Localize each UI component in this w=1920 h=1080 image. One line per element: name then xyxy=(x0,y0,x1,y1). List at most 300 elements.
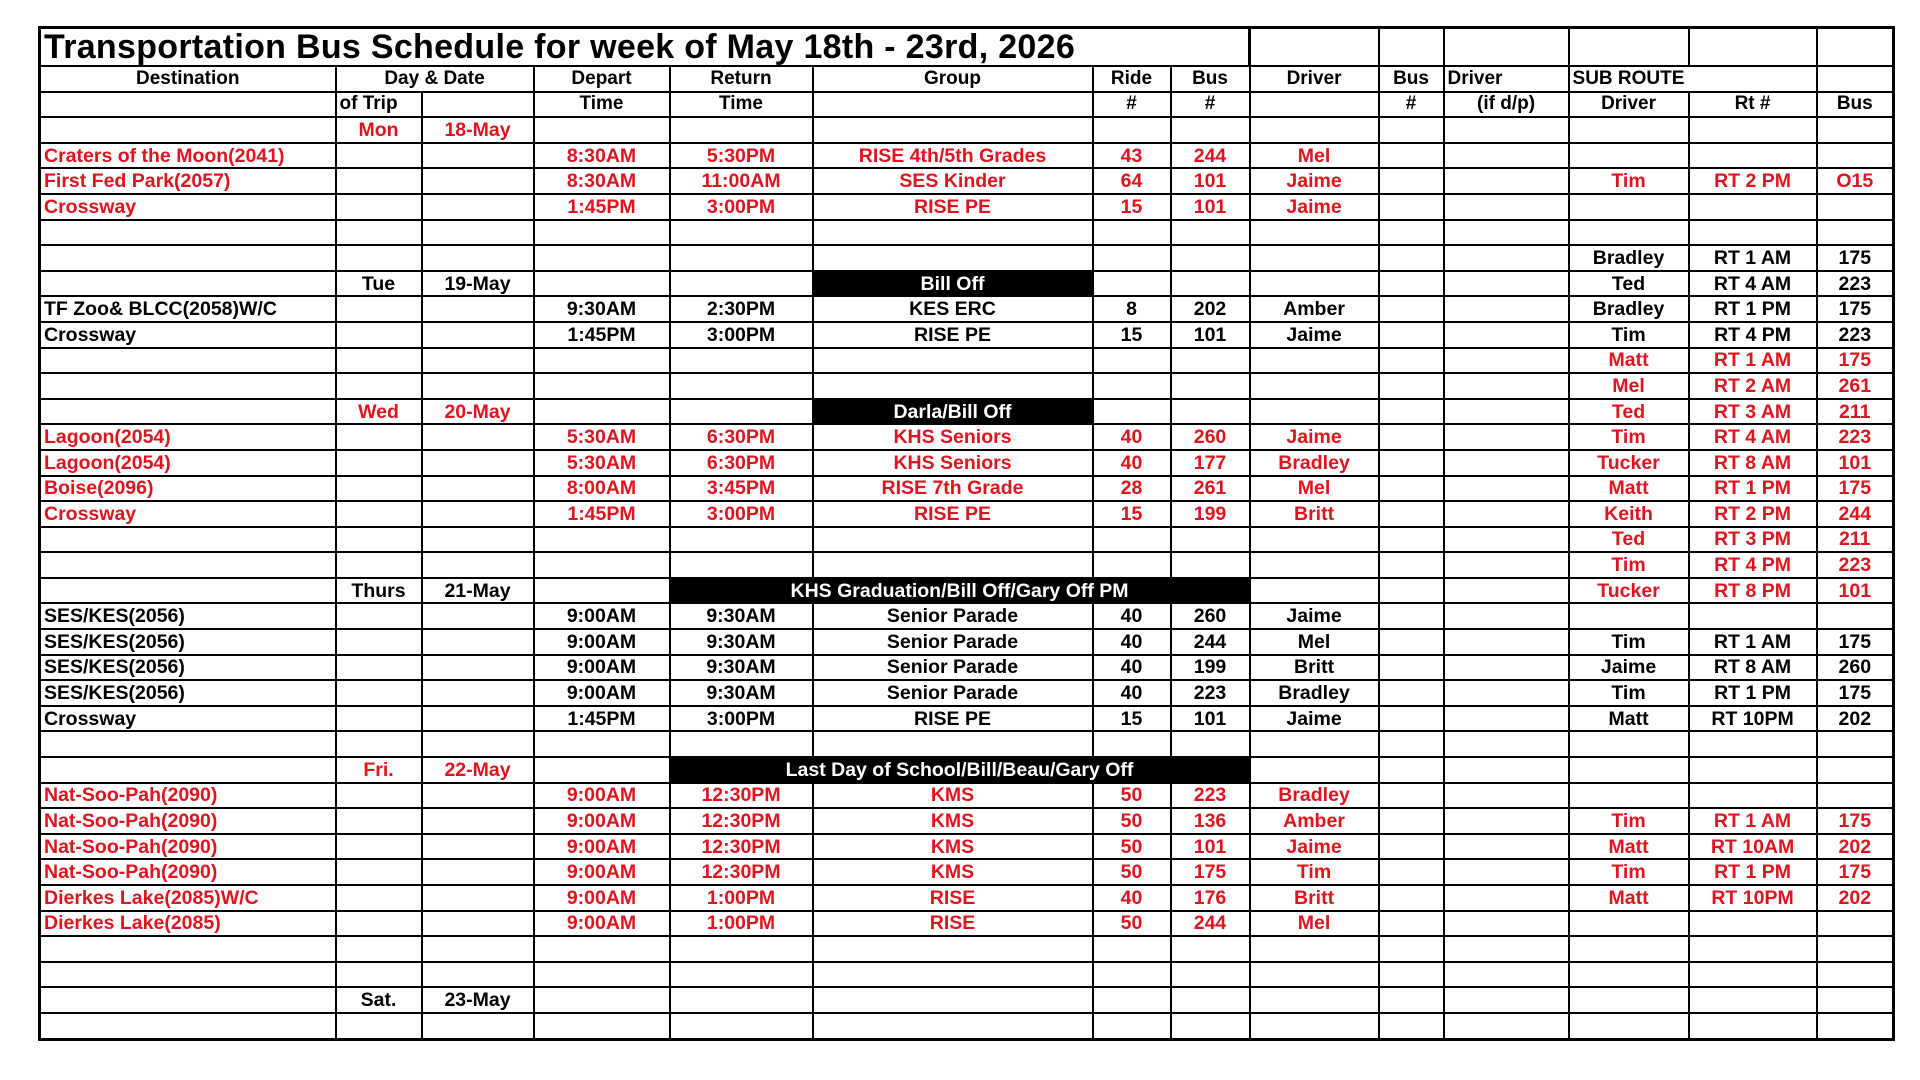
table-row xyxy=(40,296,1894,322)
destination-cell xyxy=(40,348,336,374)
driver-cell: Britt xyxy=(1250,501,1379,527)
group-cell: RISE xyxy=(813,885,1093,911)
sub-bus-cell xyxy=(1817,117,1894,143)
table-row xyxy=(40,783,1894,809)
alt-bus-cell xyxy=(1379,808,1444,834)
alt-bus-cell xyxy=(1379,629,1444,655)
day-cell xyxy=(336,962,422,988)
day-cell xyxy=(336,936,422,962)
depart-cell xyxy=(534,373,670,399)
bus-cell xyxy=(1171,936,1250,962)
driver-cell: Mel xyxy=(1250,629,1379,655)
group-cell: RISE 7th Grade xyxy=(813,476,1093,502)
bus-cell xyxy=(1171,373,1250,399)
alt-bus-cell xyxy=(1379,680,1444,706)
return-cell xyxy=(670,348,813,374)
group-cell: KES ERC xyxy=(813,296,1093,322)
alt-driver-cell xyxy=(1444,322,1569,348)
date-cell xyxy=(422,680,534,706)
bus-cell xyxy=(1171,117,1250,143)
return-cell: 3:00PM xyxy=(670,194,813,220)
bus-cell: 101 xyxy=(1171,834,1250,860)
date-cell xyxy=(422,1013,534,1039)
sub-route-cell xyxy=(1689,117,1817,143)
sub-bus-cell: 101 xyxy=(1817,450,1894,476)
bus-cell: 101 xyxy=(1171,706,1250,732)
header-blank xyxy=(813,92,1093,118)
driver-cell: Britt xyxy=(1250,655,1379,681)
table-row xyxy=(40,527,1894,553)
alt-bus-cell xyxy=(1379,911,1444,937)
return-cell: 9:30AM xyxy=(670,603,813,629)
sub-route-cell: RT 4 PM xyxy=(1689,552,1817,578)
group-cell: RISE xyxy=(813,911,1093,937)
sub-route-cell: RT 10PM xyxy=(1689,706,1817,732)
return-cell: 2:30PM xyxy=(670,296,813,322)
date-cell xyxy=(422,655,534,681)
sub-route-cell xyxy=(1689,603,1817,629)
bus-cell: 223 xyxy=(1171,783,1250,809)
destination-cell xyxy=(40,936,336,962)
sub-bus-cell: 223 xyxy=(1817,322,1894,348)
driver-cell xyxy=(1250,552,1379,578)
sub-driver-cell: Bradley xyxy=(1569,245,1689,271)
header-ride: Ride xyxy=(1093,66,1171,92)
day-cell xyxy=(336,348,422,374)
sub-bus-cell xyxy=(1817,911,1894,937)
alt-bus-cell xyxy=(1379,143,1444,169)
destination-cell: SES/KES(2056) xyxy=(40,603,336,629)
depart-cell xyxy=(534,552,670,578)
return-cell xyxy=(670,245,813,271)
ride-cell xyxy=(1093,399,1171,425)
date-cell xyxy=(422,552,534,578)
sub-route-cell: RT 1 PM xyxy=(1689,476,1817,502)
alt-driver-cell xyxy=(1444,578,1569,604)
sub-driver-cell xyxy=(1569,731,1689,757)
return-cell xyxy=(670,220,813,246)
bus-cell: 101 xyxy=(1171,194,1250,220)
group-cell: KHS Seniors xyxy=(813,450,1093,476)
ride-cell: 28 xyxy=(1093,476,1171,502)
depart-cell xyxy=(534,220,670,246)
table-row xyxy=(40,731,1894,757)
header-group: Group xyxy=(813,66,1093,92)
driver-cell xyxy=(1250,1013,1379,1039)
day-cell: Mon xyxy=(336,117,422,143)
destination-cell: Nat-Soo-Pah(2090) xyxy=(40,808,336,834)
ride-cell: 50 xyxy=(1093,859,1171,885)
driver-cell xyxy=(1250,373,1379,399)
day-cell xyxy=(336,706,422,732)
bus-cell xyxy=(1171,552,1250,578)
bus-cell: 260 xyxy=(1171,603,1250,629)
blank-cell xyxy=(534,578,670,604)
alt-driver-cell xyxy=(1444,296,1569,322)
table-row xyxy=(40,885,1894,911)
group-cell xyxy=(813,117,1093,143)
alt-driver-cell xyxy=(1444,680,1569,706)
bus-cell: 175 xyxy=(1171,859,1250,885)
depart-cell: 9:00AM xyxy=(534,783,670,809)
return-cell: 12:30PM xyxy=(670,834,813,860)
alt-driver-cell xyxy=(1444,245,1569,271)
depart-cell: 9:00AM xyxy=(534,603,670,629)
driver-cell xyxy=(1250,987,1379,1013)
day-notice-bar: Last Day of School/Bill/Beau/Gary Off xyxy=(670,757,1250,783)
sub-route-cell: RT 1 AM xyxy=(1689,629,1817,655)
depart-cell: 9:00AM xyxy=(534,808,670,834)
day-notice-bar: KHS Graduation/Bill Off/Gary Off PM xyxy=(670,578,1250,604)
sub-bus-cell: 260 xyxy=(1817,655,1894,681)
alt-bus-cell xyxy=(1379,194,1444,220)
alt-driver-cell xyxy=(1444,987,1569,1013)
sub-route-cell: RT 10AM xyxy=(1689,834,1817,860)
destination-cell: Lagoon(2054) xyxy=(40,450,336,476)
sub-driver-cell xyxy=(1569,603,1689,629)
destination-cell: Crossway xyxy=(40,194,336,220)
date-cell xyxy=(422,731,534,757)
group-cell: KHS Seniors xyxy=(813,424,1093,450)
driver-cell xyxy=(1250,399,1379,425)
return-cell xyxy=(670,987,813,1013)
group-cell xyxy=(813,220,1093,246)
ride-cell: 50 xyxy=(1093,834,1171,860)
group-cell xyxy=(813,731,1093,757)
sub-driver-cell xyxy=(1569,143,1689,169)
depart-cell: 1:45PM xyxy=(534,706,670,732)
sub-route-cell xyxy=(1689,194,1817,220)
date-cell xyxy=(422,424,534,450)
destination-cell xyxy=(40,271,336,297)
table-row xyxy=(40,424,1894,450)
sub-route-cell xyxy=(1689,143,1817,169)
alt-driver-cell xyxy=(1444,706,1569,732)
date-cell xyxy=(422,296,534,322)
day-cell xyxy=(336,168,422,194)
sub-bus-cell xyxy=(1817,143,1894,169)
sub-bus-cell: 244 xyxy=(1817,501,1894,527)
depart-cell xyxy=(534,245,670,271)
destination-cell xyxy=(40,578,336,604)
header-sub-route: SUB ROUTE xyxy=(1569,66,1817,92)
alt-driver-cell xyxy=(1444,859,1569,885)
alt-bus-cell xyxy=(1379,245,1444,271)
return-cell xyxy=(670,1013,813,1039)
ride-cell xyxy=(1093,220,1171,246)
bus-cell: 244 xyxy=(1171,629,1250,655)
title-blank-cell xyxy=(1444,28,1569,67)
group-cell xyxy=(813,962,1093,988)
alt-bus-cell xyxy=(1379,936,1444,962)
driver-cell xyxy=(1250,348,1379,374)
sub-driver-cell: Tim xyxy=(1569,168,1689,194)
driver-cell: Amber xyxy=(1250,808,1379,834)
sub-driver-cell: Tim xyxy=(1569,808,1689,834)
sub-route-cell xyxy=(1689,936,1817,962)
destination-cell: Boise(2096) xyxy=(40,476,336,502)
driver-cell: Jaime xyxy=(1250,706,1379,732)
header-row-2 xyxy=(40,92,1894,118)
bus-cell: 223 xyxy=(1171,680,1250,706)
ride-cell: 50 xyxy=(1093,808,1171,834)
sub-route-cell: RT 8 AM xyxy=(1689,655,1817,681)
driver-cell xyxy=(1250,962,1379,988)
alt-bus-cell xyxy=(1379,783,1444,809)
ride-cell xyxy=(1093,1013,1171,1039)
table-row xyxy=(40,143,1894,169)
sub-route-cell: RT 10PM xyxy=(1689,885,1817,911)
sub-driver-cell: Tim xyxy=(1569,629,1689,655)
sub-driver-cell xyxy=(1569,220,1689,246)
day-cell xyxy=(336,731,422,757)
date-cell xyxy=(422,501,534,527)
group-cell: Senior Parade xyxy=(813,655,1093,681)
sub-driver-cell: Matt xyxy=(1569,476,1689,502)
sub-driver-cell: Matt xyxy=(1569,834,1689,860)
date-cell: 19-May xyxy=(422,271,534,297)
header-bus-number-2: # xyxy=(1379,92,1444,118)
table-row xyxy=(40,348,1894,374)
alt-driver-cell xyxy=(1444,808,1569,834)
ride-cell xyxy=(1093,987,1171,1013)
return-cell: 12:30PM xyxy=(670,859,813,885)
table-row xyxy=(40,194,1894,220)
date-cell xyxy=(422,885,534,911)
return-cell: 3:00PM xyxy=(670,501,813,527)
ride-cell xyxy=(1093,117,1171,143)
alt-bus-cell xyxy=(1379,552,1444,578)
table-row xyxy=(40,911,1894,937)
group-cell: RISE PE xyxy=(813,706,1093,732)
driver-cell xyxy=(1250,117,1379,143)
day-cell xyxy=(336,322,422,348)
title-row xyxy=(40,28,1894,67)
sub-bus-cell xyxy=(1817,194,1894,220)
sub-driver-cell xyxy=(1569,962,1689,988)
alt-driver-cell xyxy=(1444,348,1569,374)
sub-route-cell: RT 8 PM xyxy=(1689,578,1817,604)
sub-bus-cell: 223 xyxy=(1817,271,1894,297)
depart-cell: 5:30AM xyxy=(534,450,670,476)
depart-cell xyxy=(534,117,670,143)
destination-cell xyxy=(40,757,336,783)
alt-driver-cell xyxy=(1444,373,1569,399)
destination-cell xyxy=(40,220,336,246)
day-cell xyxy=(336,629,422,655)
sub-driver-cell xyxy=(1569,1013,1689,1039)
ride-cell xyxy=(1093,271,1171,297)
title-blank-cell xyxy=(1817,28,1894,67)
table-row xyxy=(40,501,1894,527)
sub-bus-cell xyxy=(1817,987,1894,1013)
driver-cell: Jaime xyxy=(1250,424,1379,450)
group-cell xyxy=(813,936,1093,962)
depart-cell xyxy=(534,731,670,757)
header-row-1 xyxy=(40,66,1894,92)
date-cell: 18-May xyxy=(422,117,534,143)
sub-driver-cell xyxy=(1569,911,1689,937)
header-ride-number: # xyxy=(1093,92,1171,118)
ride-cell: 15 xyxy=(1093,501,1171,527)
depart-cell: 9:00AM xyxy=(534,629,670,655)
group-cell: KMS xyxy=(813,834,1093,860)
group-cell xyxy=(813,348,1093,374)
sub-bus-cell xyxy=(1817,603,1894,629)
alt-driver-cell xyxy=(1444,476,1569,502)
sub-driver-cell: Tim xyxy=(1569,552,1689,578)
depart-cell: 9:00AM xyxy=(534,859,670,885)
table-row xyxy=(40,220,1894,246)
sub-driver-cell: Ted xyxy=(1569,527,1689,553)
depart-cell: 9:00AM xyxy=(534,885,670,911)
group-cell: RISE PE xyxy=(813,194,1093,220)
bus-cell xyxy=(1171,527,1250,553)
alt-driver-cell xyxy=(1444,936,1569,962)
return-cell: 6:30PM xyxy=(670,424,813,450)
alt-bus-cell xyxy=(1379,450,1444,476)
driver-cell: Jaime xyxy=(1250,603,1379,629)
sub-bus-cell: 175 xyxy=(1817,859,1894,885)
group-cell: KMS xyxy=(813,859,1093,885)
day-cell xyxy=(336,501,422,527)
depart-cell: 9:00AM xyxy=(534,680,670,706)
return-cell: 9:30AM xyxy=(670,680,813,706)
depart-cell xyxy=(534,962,670,988)
table-row xyxy=(40,168,1894,194)
alt-bus-cell xyxy=(1379,322,1444,348)
sub-route-cell xyxy=(1689,757,1817,783)
day-cell xyxy=(336,808,422,834)
driver-cell: Jaime xyxy=(1250,168,1379,194)
sub-route-cell: RT 3 PM xyxy=(1689,527,1817,553)
date-cell xyxy=(422,783,534,809)
table-row xyxy=(40,322,1894,348)
alt-driver-cell xyxy=(1444,220,1569,246)
header-bus-number: # xyxy=(1171,92,1250,118)
group-cell: Senior Parade xyxy=(813,603,1093,629)
sub-bus-cell: 223 xyxy=(1817,552,1894,578)
destination-cell xyxy=(40,527,336,553)
day-cell: Tue xyxy=(336,271,422,297)
group-cell xyxy=(813,987,1093,1013)
header-of-trip: of Trip xyxy=(336,92,422,118)
depart-cell: 1:45PM xyxy=(534,194,670,220)
sub-driver-cell: Keith xyxy=(1569,501,1689,527)
return-cell: 9:30AM xyxy=(670,655,813,681)
sub-bus-cell: 101 xyxy=(1817,578,1894,604)
bus-cell: 244 xyxy=(1171,143,1250,169)
bus-cell: 202 xyxy=(1171,296,1250,322)
sub-driver-cell: Matt xyxy=(1569,885,1689,911)
depart-cell xyxy=(534,527,670,553)
sub-driver-cell: Jaime xyxy=(1569,655,1689,681)
table-row xyxy=(40,1013,1894,1039)
header-bus: Bus xyxy=(1171,66,1250,92)
date-cell xyxy=(422,706,534,732)
sub-driver-cell xyxy=(1569,783,1689,809)
ride-cell xyxy=(1093,245,1171,271)
day-cell xyxy=(336,424,422,450)
sub-driver-cell: Tim xyxy=(1569,859,1689,885)
alt-bus-cell xyxy=(1379,859,1444,885)
destination-cell: Dierkes Lake(2085)W/C xyxy=(40,885,336,911)
ride-cell xyxy=(1093,373,1171,399)
group-cell xyxy=(813,552,1093,578)
group-cell: RISE PE xyxy=(813,322,1093,348)
alt-driver-cell xyxy=(1444,834,1569,860)
alt-driver-cell xyxy=(1444,655,1569,681)
alt-driver-cell xyxy=(1444,527,1569,553)
day-cell xyxy=(336,450,422,476)
sub-bus-cell xyxy=(1817,220,1894,246)
driver-cell: Mel xyxy=(1250,143,1379,169)
table-row xyxy=(40,629,1894,655)
driver-cell: Jaime xyxy=(1250,834,1379,860)
depart-cell: 9:30AM xyxy=(534,296,670,322)
day-cell: Thurs xyxy=(336,578,422,604)
header-blank xyxy=(1250,92,1379,118)
sub-bus-cell: 175 xyxy=(1817,808,1894,834)
bus-cell: 199 xyxy=(1171,501,1250,527)
ride-cell: 40 xyxy=(1093,603,1171,629)
table-row xyxy=(40,859,1894,885)
sub-route-cell: RT 1 AM xyxy=(1689,808,1817,834)
alt-driver-cell xyxy=(1444,194,1569,220)
destination-cell: Craters of the Moon(2041) xyxy=(40,143,336,169)
destination-cell xyxy=(40,373,336,399)
destination-cell xyxy=(40,962,336,988)
bus-cell: 260 xyxy=(1171,424,1250,450)
ride-cell: 40 xyxy=(1093,450,1171,476)
alt-driver-cell xyxy=(1444,143,1569,169)
driver-cell: Bradley xyxy=(1250,680,1379,706)
date-cell xyxy=(422,629,534,655)
destination-cell: Nat-Soo-Pah(2090) xyxy=(40,859,336,885)
date-cell xyxy=(422,194,534,220)
alt-bus-cell xyxy=(1379,168,1444,194)
header-depart-time: Time xyxy=(534,92,670,118)
group-cell xyxy=(813,245,1093,271)
destination-cell: First Fed Park(2057) xyxy=(40,168,336,194)
alt-driver-cell xyxy=(1444,399,1569,425)
alt-driver-cell xyxy=(1444,552,1569,578)
return-cell xyxy=(670,552,813,578)
sub-bus-cell xyxy=(1817,936,1894,962)
sub-bus-cell: 175 xyxy=(1817,476,1894,502)
sub-bus-cell: 202 xyxy=(1817,885,1894,911)
sub-bus-cell: O15 xyxy=(1817,168,1894,194)
alt-driver-cell xyxy=(1444,168,1569,194)
alt-bus-cell xyxy=(1379,578,1444,604)
sub-bus-cell xyxy=(1817,783,1894,809)
sub-bus-cell xyxy=(1817,731,1894,757)
driver-cell xyxy=(1250,220,1379,246)
sub-route-cell: RT 1 PM xyxy=(1689,859,1817,885)
sub-bus-cell: 175 xyxy=(1817,629,1894,655)
day-notice-bar: Darla/Bill Off xyxy=(813,399,1093,425)
bus-cell xyxy=(1171,271,1250,297)
day-cell xyxy=(336,655,422,681)
depart-cell: 8:30AM xyxy=(534,143,670,169)
header-sub-bus: Bus xyxy=(1817,92,1894,118)
ride-cell xyxy=(1093,962,1171,988)
alt-driver-cell xyxy=(1444,501,1569,527)
driver-cell: Mel xyxy=(1250,476,1379,502)
sub-driver-cell: Ted xyxy=(1569,271,1689,297)
return-cell xyxy=(670,731,813,757)
return-cell xyxy=(670,527,813,553)
